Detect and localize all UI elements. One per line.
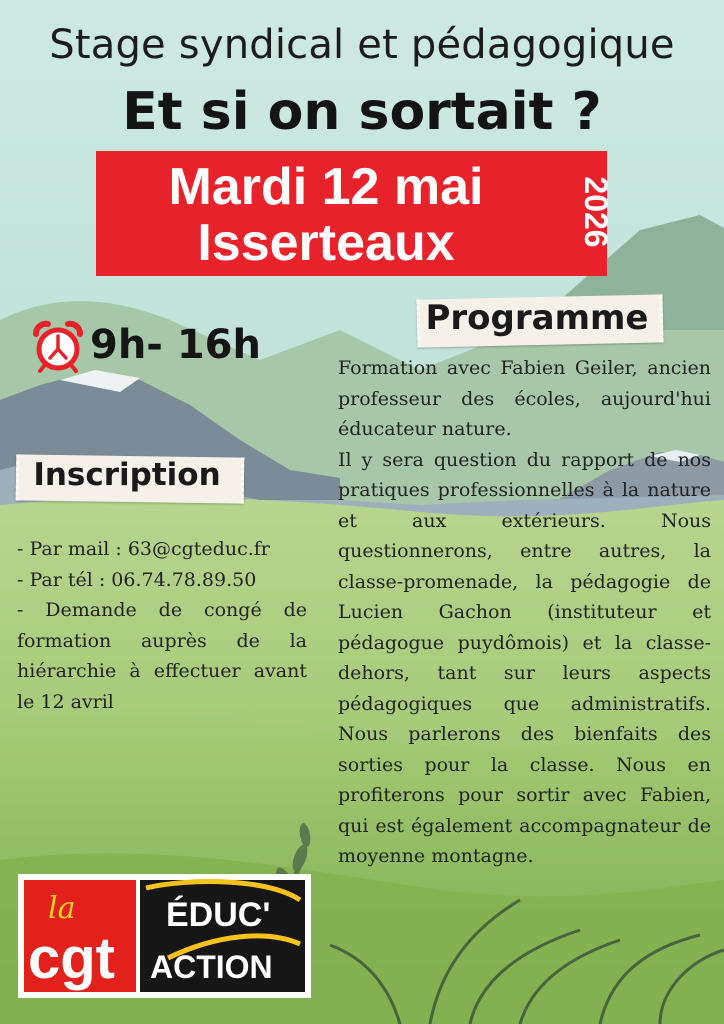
programme-paragraph: Formation avec Fabien Geiler, ancien professeur des écoles, aujourd'hui éducateur nature. — [338, 357, 711, 440]
inscription-heading: Inscription — [33, 457, 221, 493]
inscription-line-leave: - Demande de congé de formation auprès de la hiérarchie à effectuer avant le 12 avril — [17, 599, 307, 713]
event-hours: 9h- 16h — [90, 322, 261, 368]
programme-paragraph: Il y sera question du rapport de nos pratiques professionnelles à la nature et aux extérieurs. Nous questionnerons, entre autres, la classe-promenade, la pédagogie de Lucien Gachon (instituteur et pédagogue puydômois) et la classe-dehors, tant sur leurs aspects pédagogiques que administratifs. Nous parlerons des bienfaits des sorties pour la classe. Nous en profiterons pour sortir avec Fabien, qui est également accompagnateur de moyenne montagne. — [338, 448, 711, 867]
event-date: Mardi 12 mai — [168, 158, 484, 216]
cgt-educ-action-logo — [18, 874, 311, 998]
programme-text — [338, 353, 711, 872]
page-title: Et si on sortait ? — [122, 82, 602, 142]
logo-cgt: cgt — [28, 926, 115, 991]
inscription-text — [17, 534, 307, 717]
inscription-line-phone: - Par tél : 06.74.78.89.50 — [17, 568, 257, 591]
subtitle: Stage syndical et pédagogique — [49, 22, 675, 68]
logo-la: la — [48, 891, 76, 926]
programme-heading: Programme — [425, 298, 649, 338]
event-year: 2026 — [578, 176, 614, 248]
event-location: Isserteaux — [197, 214, 455, 272]
logo-action: ACTION — [150, 949, 273, 985]
alarm-clock-icon — [30, 318, 86, 374]
logo-educ: ÉDUC' — [166, 896, 271, 934]
inscription-line-mail: - Par mail : 63@cgteduc.fr — [17, 538, 270, 560]
